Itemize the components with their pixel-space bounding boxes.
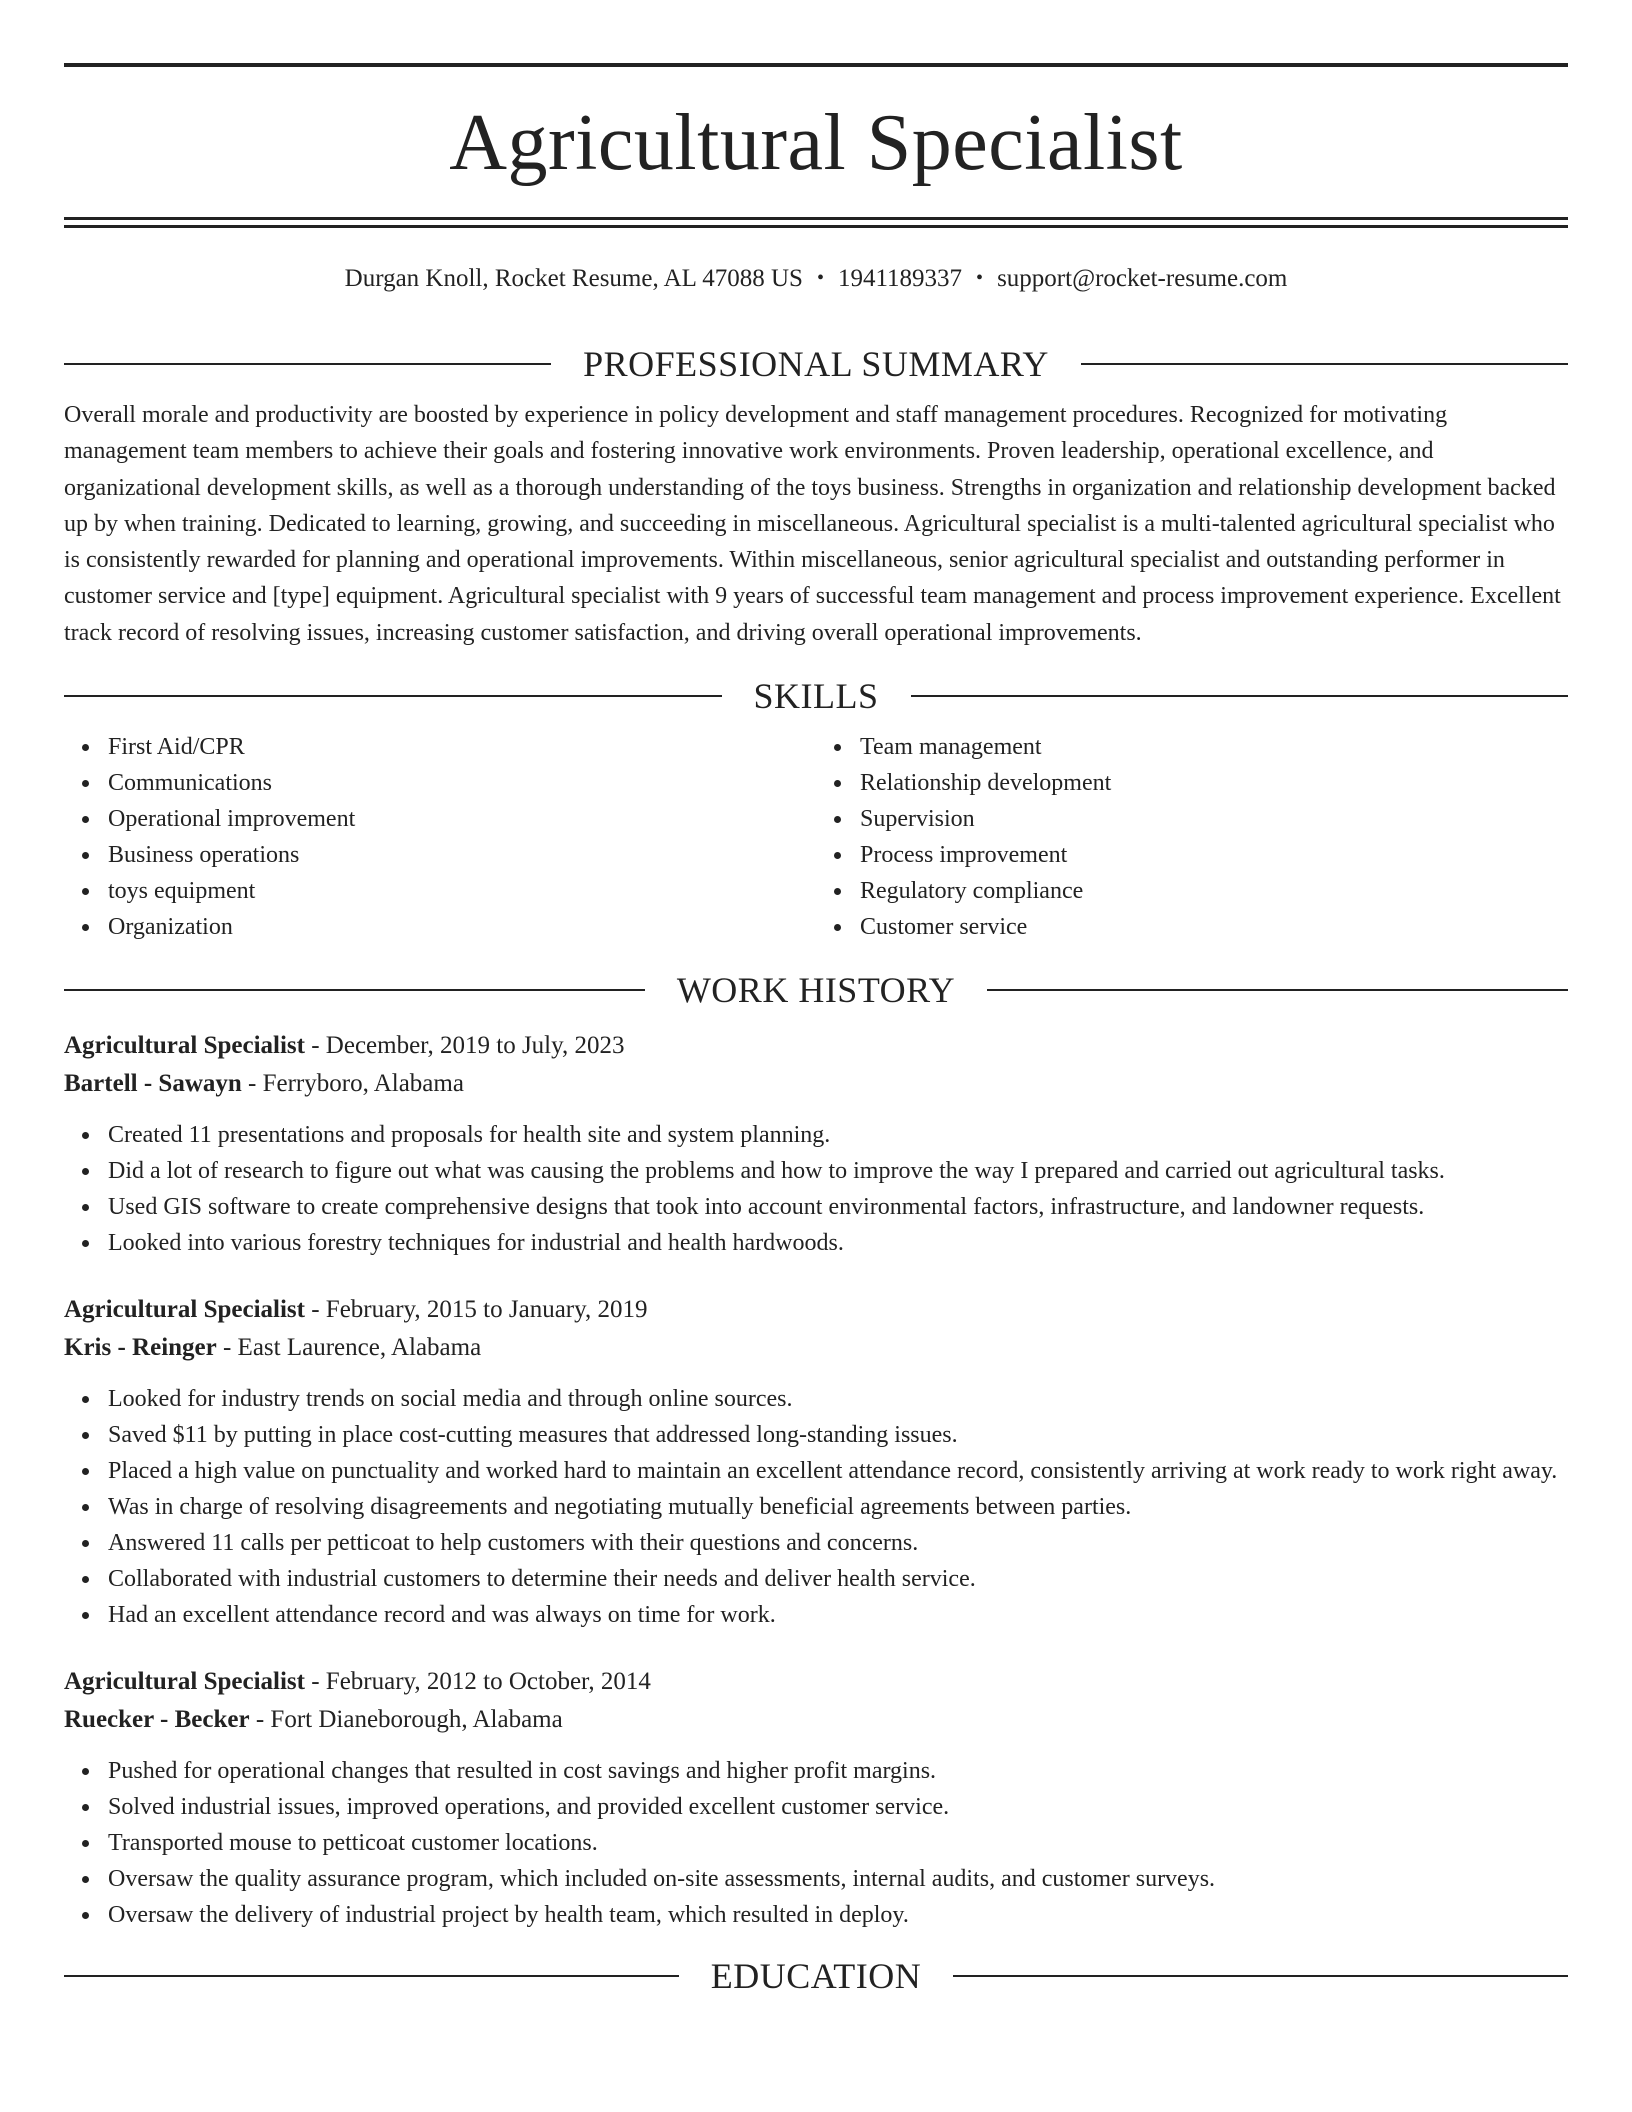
section-header-education: [64, 1953, 1568, 1999]
job-bullet: Saved $11 by putting in place cost-cutting measures that addressed long-standing issues.: [108, 1417, 1568, 1453]
job-title: Agricultural Specialist: [64, 1668, 305, 1696]
title-rule-upper: [64, 217, 1568, 220]
job-location: - Ferryboro, Alabama: [241, 1070, 464, 1098]
job-bullets: [64, 1117, 1568, 1261]
contact-email: support@rocket-resume.com: [997, 265, 1288, 292]
job-title: Agricultural Specialist: [64, 1296, 305, 1324]
skill-item: Business operations: [108, 837, 816, 873]
job-title-line: [64, 1027, 1568, 1065]
section-rule: [64, 1975, 679, 1977]
section-header-work-history: [64, 967, 1568, 1013]
section-rule: [987, 989, 1568, 991]
job-company-line: [64, 1065, 1568, 1103]
contact-line: [64, 260, 1568, 297]
job-bullet: Solved industrial issues, improved operations, and provided excellent customer service.: [108, 1789, 1568, 1825]
resume-page: [64, 0, 1568, 1999]
job-bullet: Created 11 presentations and proposals for health site and system planning.: [108, 1117, 1568, 1153]
job-location: - East Laurence, Alabama: [216, 1334, 482, 1362]
skills-column-left: [64, 729, 816, 945]
job-location: - Fort Dianeborough, Alabama: [249, 1706, 563, 1734]
section-rule: [64, 989, 645, 991]
job-bullet: Oversaw the quality assurance program, which included on-site assessments, internal audits, and customer surveys.: [108, 1861, 1568, 1897]
skill-item: First Aid/CPR: [108, 729, 816, 765]
section-rule: [953, 1975, 1568, 1977]
section-rule: [1081, 363, 1568, 365]
job-dates: - February, 2015 to January, 2019: [304, 1296, 648, 1324]
job-bullets: [64, 1381, 1568, 1633]
job-title: Agricultural Specialist: [64, 1032, 305, 1060]
contact-phone: 1941189337: [837, 265, 963, 292]
summary-paragraph: Overall morale and productivity are boosted by experience in policy development and staff management procedures. Recognized for motivating management team members to achieve their goals and fostering innovative work environments. Proven leadership, operational excellence, and organizational development skills, as well as a thorough understanding of the toys business. Strengths in organization and relationship development backed up by when training. Dedicated to learning, growing, and succeeding in miscellaneous. Agricultural specialist is a multi-talented agricultural specialist who is consistently rewarded for planning and operational improvements. Within miscellaneous, senior agricultural specialist and outstanding performer in customer service and [type] equipment. Agricultural specialist with 9 years of successful team management and process improvement experience. Excellent track record of resolving issues, increasing customer satisfaction, and driving overall operational improvements.: [64, 402, 1561, 646]
job-bullet: Transported mouse to petticoat customer locations.: [108, 1825, 1568, 1861]
title-rule-lower: [64, 225, 1568, 228]
job-company: Bartell - Sawayn: [64, 1070, 242, 1098]
skill-item: Customer service: [860, 909, 1568, 945]
skill-item: Operational improvement: [108, 801, 816, 837]
contact-separator: •: [816, 267, 824, 289]
job-entry: [64, 1291, 1568, 1633]
section-title: EDUCATION: [710, 1956, 922, 1997]
job-bullet: Pushed for operational changes that resulted in cost savings and higher profit margins.: [108, 1753, 1568, 1789]
job-bullet: Did a lot of research to figure out what was causing the problems and how to improve the way I prepared and carried out agricultural tasks.: [108, 1153, 1568, 1189]
job-dates: - December, 2019 to July, 2023: [304, 1032, 625, 1060]
section-rule: [64, 695, 722, 697]
resume-title: Agricultural Specialist: [449, 99, 1183, 187]
skill-item: Relationship development: [860, 765, 1568, 801]
skill-item: Organization: [108, 909, 816, 945]
job-title-line: [64, 1663, 1568, 1701]
job-entry: [64, 1663, 1568, 1933]
contact-address: Durgan Knoll, Rocket Resume, AL 47088 US: [344, 265, 803, 292]
job-entry: [64, 1027, 1568, 1261]
job-company: Kris - Reinger: [64, 1334, 217, 1362]
job-company: Ruecker - Becker: [64, 1706, 250, 1734]
job-bullet: Had an excellent attendance record and was always on time for work.: [108, 1597, 1568, 1633]
job-bullet: Collaborated with industrial customers to determine their needs and deliver health service.: [108, 1561, 1568, 1597]
skills-column-right: [816, 729, 1568, 945]
job-dates: - February, 2012 to October, 2014: [304, 1668, 651, 1696]
skill-item: Regulatory compliance: [860, 873, 1568, 909]
skill-item: Supervision: [860, 801, 1568, 837]
job-bullet: Was in charge of resolving disagreements and negotiating mutually beneficial agreements between parties.: [108, 1489, 1568, 1525]
section-header-skills: [64, 673, 1568, 719]
skill-item: Communications: [108, 765, 816, 801]
job-bullet: Placed a high value on punctuality and worked hard to maintain an excellent attendance record, consistently arriving at work ready to work right away.: [108, 1453, 1568, 1489]
section-rule: [911, 695, 1569, 697]
section-header-summary: [64, 341, 1568, 387]
section-title: WORK HISTORY: [676, 970, 956, 1011]
section-rule: [64, 363, 551, 365]
section-title: SKILLS: [753, 676, 879, 717]
job-bullets: [64, 1753, 1568, 1933]
skill-item: Team management: [860, 729, 1568, 765]
contact-separator: •: [976, 267, 984, 289]
job-company-line: [64, 1329, 1568, 1367]
job-bullet: Used GIS software to create comprehensive designs that took into account environmental factors, infrastructure, and landowner requests.: [108, 1189, 1568, 1225]
job-bullet: Looked into various forestry techniques for industrial and health hardwoods.: [108, 1225, 1568, 1261]
skills-list: [64, 729, 1568, 945]
section-title: PROFESSIONAL SUMMARY: [583, 344, 1049, 384]
top-rule: [64, 63, 1568, 67]
skill-item: Process improvement: [860, 837, 1568, 873]
skill-item: toys equipment: [108, 873, 816, 909]
job-company-line: [64, 1701, 1568, 1739]
job-bullet: Oversaw the delivery of industrial project by health team, which resulted in deploy.: [108, 1897, 1568, 1933]
job-bullet: Answered 11 calls per petticoat to help customers with their questions and concerns.: [108, 1525, 1568, 1561]
job-bullet: Looked for industry trends on social media and through online sources.: [108, 1381, 1568, 1417]
job-title-line: [64, 1291, 1568, 1329]
